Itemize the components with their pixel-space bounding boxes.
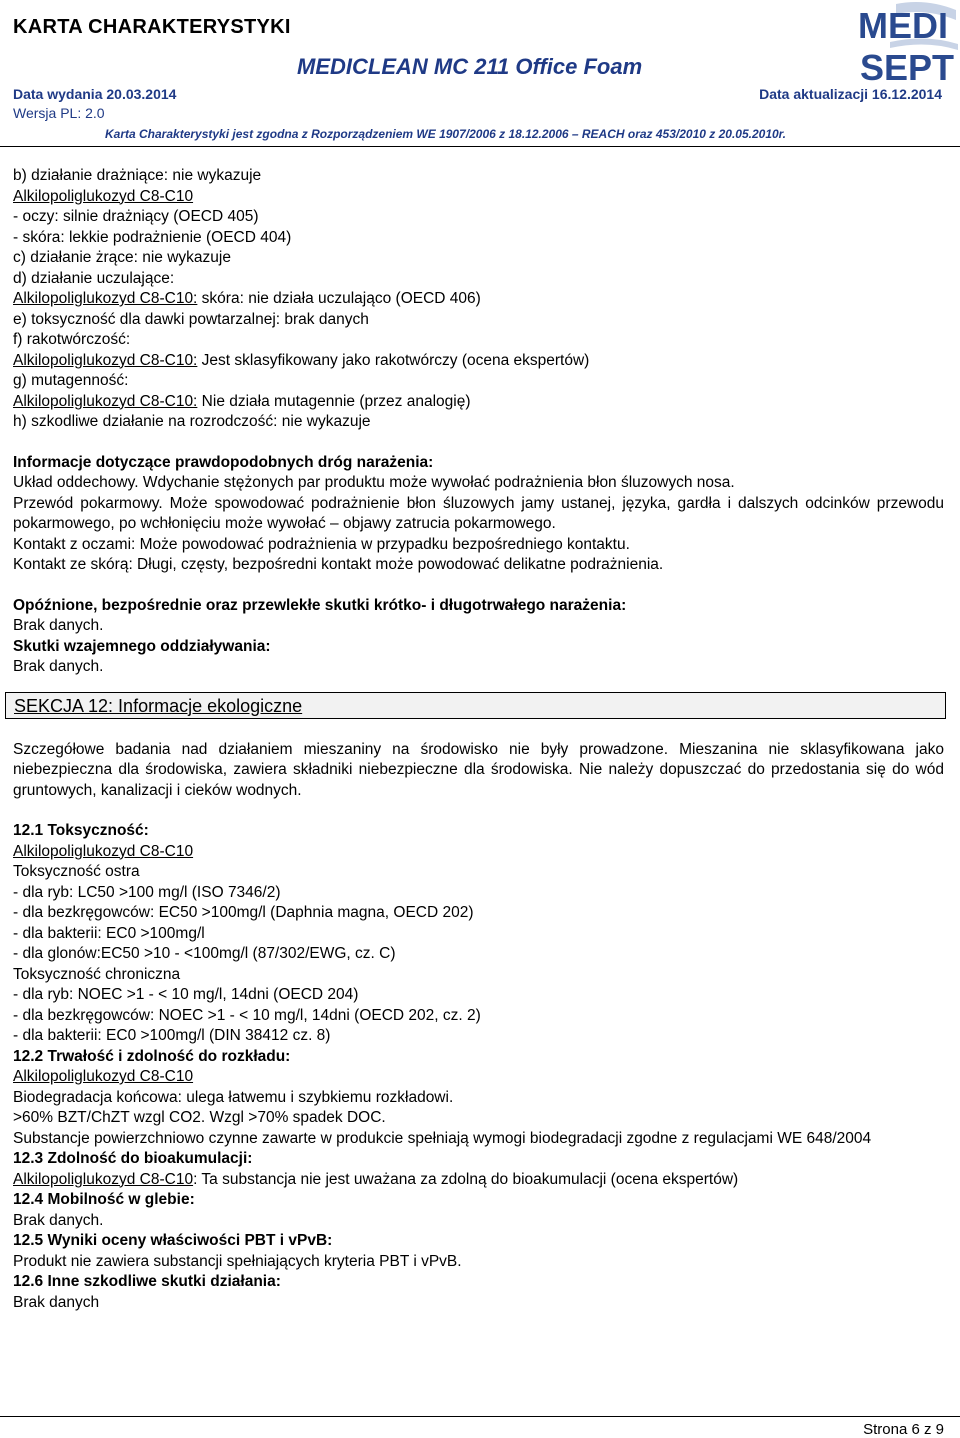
page-number: Strona 6 z 9: [863, 1421, 944, 1438]
value-text: Nie działa mutagennie (przez analogię): [197, 392, 471, 410]
subsection-heading: Skutki wzajemnego oddziaływania:: [13, 637, 271, 655]
text-line: - skóra: lekkie podrażnienie (OECD 404): [13, 228, 292, 246]
text-line: h) szkodliwe działanie na rozrodczość: nie wykazuje: [13, 413, 371, 430]
text-line: Biodegradacja końcowa: ulega łatwemu i szybkiemu rozkładowi.: [13, 1088, 454, 1106]
subsection-heading: 12.3 Zdolność do bioakumulacji:: [13, 1150, 253, 1167]
text-line: f) rakotwórczość:: [13, 331, 131, 348]
substance-name: Alkilopoliglukozyd C8-C10:: [13, 392, 198, 410]
value-text: Jest sklasyfikowany jako rakotwórczy (ocena ekspertów): [197, 351, 590, 369]
text-line: Układ oddechowy. Wdychanie stężonych par produktu może wywołać podrażnienia błon śluzowych nosa.: [13, 474, 735, 491]
section-12-title-box: [5, 692, 946, 719]
product-name: MEDICLEAN MC 211 Office Foam: [297, 54, 643, 79]
update-date: Data aktualizacji 16.12.2014: [759, 86, 942, 102]
logo-text-medi: MEDI: [858, 5, 948, 46]
text-line: [13, 392, 944, 413]
issue-date: Data wydania 20.03.2014: [13, 86, 177, 102]
subsection-heading: Opóźnione, bezpośrednie oraz przewlekłe skutki krótko- i długotrwałego narażenia:: [13, 596, 627, 614]
substance-name: Alkilopoliglukozyd C8-C10: [13, 1068, 194, 1085]
text-line: - dla glonów:EC50 >10 - <100mg/l (87/302/EWG, cz. C): [13, 945, 396, 962]
text-line: [13, 351, 944, 372]
text-line: - oczy: silnie drażniący (OECD 405): [13, 208, 259, 225]
substance-name: Alkilopoliglukozyd C8-C10: [13, 1170, 194, 1188]
text-line: >60% BZT/ChZT wzgl CO2. Wzgl >70% spadek DOC.: [13, 1109, 386, 1126]
text-line: - dla bezkręgowców: NOEC >1 - < 10 mg/l, 14dni (OECD 202, cz. 2): [13, 1006, 481, 1024]
text-line: d) działanie uczulające:: [13, 269, 175, 287]
text-line: Kontakt z oczami: Może powodować podrażnienia w przypadku bezpośredniego kontaktu.: [13, 535, 630, 553]
subsection-heading: 12.6 Inne szkodliwe skutki działania:: [13, 1273, 281, 1290]
paragraph: Substancje powierzchniowo czynne zawarte w produkcie spełniają wymogi biodegradacji zgodne z regulacjami WE 648/2004: [13, 1129, 872, 1147]
header-divider: [0, 146, 960, 147]
subsection-heading: 12.5 Wyniki oceny właściwości PBT i vPvB:: [13, 1232, 333, 1249]
text-line: Kontakt ze skórą: Długi, częsty, bezpośredni kontakt może powodować delikatne podrażnienia.: [13, 556, 664, 573]
logo-text-sept: SEPT: [860, 47, 955, 86]
version: Wersja PL: 2.0: [13, 105, 105, 121]
text-line: Brak danych.: [13, 617, 104, 634]
section-title: SEKCJA 12: Informacje ekologiczne: [14, 695, 303, 716]
paragraph: Przewód pokarmowy. Może spowodować podrażnienie błon śluzowych jamy ustanej, języka, gardła i dalszych odcinków przewodu pokarmowego, po wchłonięciu może wywołać – objawy zatrucia pokarmowego.: [13, 494, 944, 532]
substance-name: Alkilopoliglukozyd C8-C10:: [13, 351, 198, 369]
text-line: Brak danych.: [13, 1211, 104, 1229]
text-line: Brak danych.: [13, 658, 104, 675]
regulation-note: Karta Charakterystyki jest zgodna z Rozporządzeniem WE 1907/2006 z 18.12.2006 – REACH oraz 453/2010 z 20.05.2010r.: [105, 127, 787, 141]
subsection-heading: 12.4 Mobilność w glebie:: [13, 1191, 195, 1208]
footer-divider: [0, 1416, 960, 1417]
text-line: - dla bezkręgowców: EC50 >100mg/l (Daphnia magna, OECD 202): [13, 904, 474, 921]
substance-name: Alkilopoliglukozyd C8-C10: [13, 187, 194, 205]
text-line: [13, 1170, 944, 1191]
text-line: Brak danych: [13, 1293, 100, 1311]
text-line: [13, 289, 944, 310]
document-type-title: KARTA CHARAKTERYSTYKI: [13, 16, 291, 38]
text-line: e) toksyczność dla dawki powtarzalnej: brak danych: [13, 310, 369, 328]
text-line: - dla bakterii: EC0 >100mg/l: [13, 924, 205, 942]
text-line: g) mutagenność:: [13, 372, 129, 389]
text-line: Toksyczność chroniczna: [13, 965, 181, 983]
subsection-heading: 12.1 Toksyczność:: [13, 822, 149, 839]
text-line: c) działanie żrące: nie wykazuje: [13, 249, 231, 266]
substance-name: Alkilopoliglukozyd C8-C10:: [13, 290, 198, 307]
subsection-heading: Informacje dotyczące prawdopodobnych dróg narażenia:: [13, 453, 434, 471]
text-line: Toksyczność ostra: [13, 863, 140, 880]
text-line: Produkt nie zawiera substancji spełniających kryteria PBT i vPvB.: [13, 1252, 462, 1270]
text-line: - dla bakterii: EC0 >100mg/l (DIN 38412 cz. 8): [13, 1027, 331, 1044]
text-line: b) działanie drażniące: nie wykazuje: [13, 167, 262, 184]
paragraph: Szczegółowe badania nad działaniem mieszaniny na środowisko nie były prowadzone. Mieszanina nie sklasyfikowana jako niebezpieczna dla środowiska, zawiera składniki niebezpieczne dla środowiska. Nie należy dopuszczać do przedostania się do wód gruntowych, kanalizacji i cieków wodnych.: [13, 740, 944, 799]
text-line: - dla ryb: LC50 >100 mg/l (ISO 7346/2): [13, 883, 281, 901]
value-text: skóra: nie działa uczulająco (OECD 406): [197, 290, 481, 307]
subsection-heading: 12.2 Trwałość i zdolność do rozkładu:: [13, 1047, 291, 1065]
text-line: - dla ryb: NOEC >1 - < 10 mg/l, 14dni (OECD 204): [13, 986, 359, 1003]
value-text: : Ta substancja nie jest uważana za zdolną do bioakumulacji (ocena ekspertów): [193, 1170, 739, 1188]
medisept-logo: [856, 0, 960, 86]
substance-name: Alkilopoliglukozyd C8-C10: [13, 842, 194, 860]
page-content: [13, 166, 944, 1313]
